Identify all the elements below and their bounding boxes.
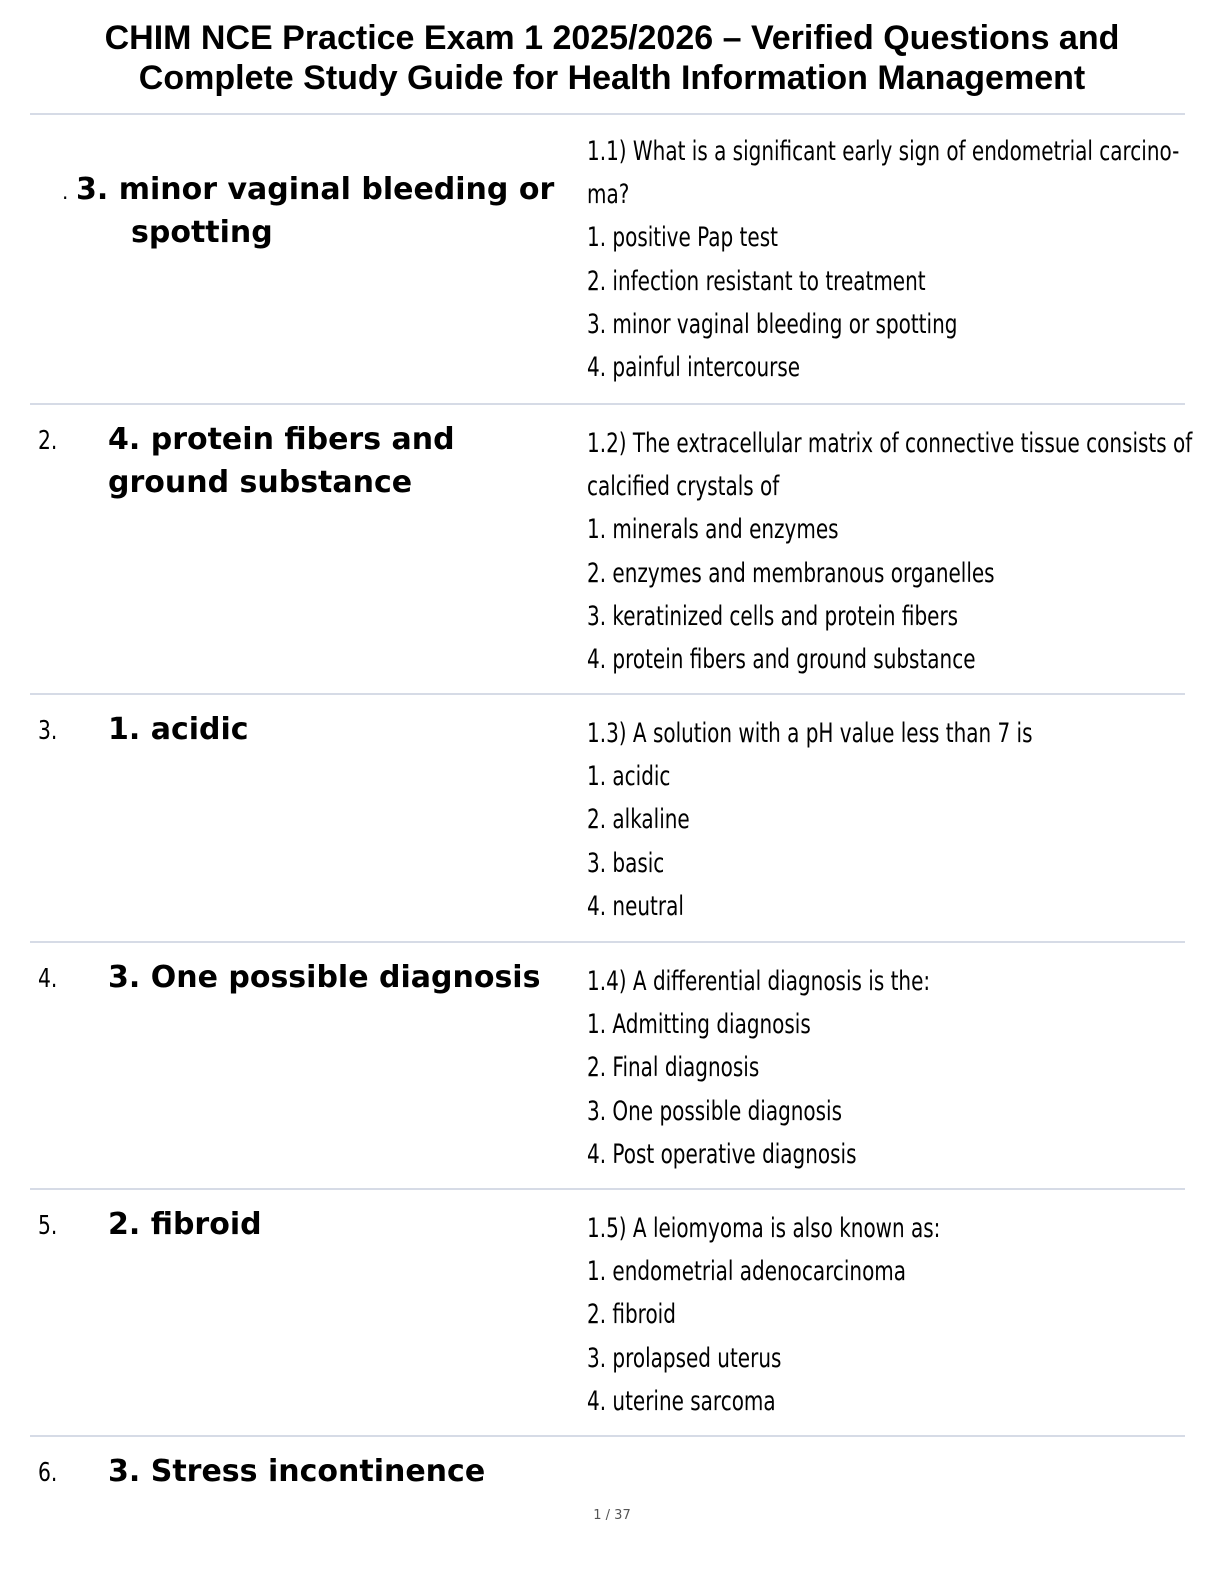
- divider: [30, 693, 1185, 695]
- question-line: 1.4) A differential diagnosis is the:: [587, 966, 931, 997]
- option-line: 2. enzymes and membranous organelles: [587, 557, 995, 589]
- row-5-number: 5.: [38, 1211, 58, 1241]
- option-line: 3. keratinized cells and protein fibers: [587, 600, 959, 632]
- question-line: calcified crystals of: [587, 471, 780, 503]
- option-line: 3. minor vaginal bleeding or spotting: [587, 308, 958, 340]
- row-5-question: [587, 1207, 1187, 1423]
- row-3-answer: 1. acidic: [108, 712, 249, 747]
- option-line: 3. One possible diagnosis: [587, 1095, 843, 1127]
- option-line: 4. uterine sarcoma: [587, 1385, 776, 1417]
- row-2-answer: 4. protein fibers and ground substance: [108, 422, 455, 500]
- question-line: ma?: [587, 179, 630, 211]
- option-line: 4. neutral: [587, 890, 684, 922]
- row-4-question: [587, 960, 1187, 1176]
- document-title: [30, 18, 1194, 98]
- option-line: 4. painful intercourse: [587, 352, 801, 384]
- title-line-2: Complete Study Guide for Health Information Management: [138, 59, 1086, 97]
- option-line: 3. prolapsed uterus: [587, 1342, 782, 1374]
- question-line: 1.3) A solution with a pH value less than 7 is: [587, 718, 1033, 749]
- row-2-question: [587, 422, 1193, 681]
- row-2-number: 2.: [38, 426, 58, 456]
- option-line: 1. acidic: [587, 761, 671, 793]
- divider: [30, 403, 1185, 405]
- option-line: 2. infection resistant to treatment: [587, 265, 926, 297]
- divider: [30, 941, 1185, 943]
- option-line: 4. Post operative diagnosis: [587, 1138, 857, 1170]
- divider: [30, 113, 1185, 115]
- option-line: 4. protein fibers and ground substance: [587, 644, 976, 676]
- option-line: 1. endometrial adenocarcinoma: [587, 1256, 907, 1288]
- row-3-number: 3.: [38, 716, 58, 746]
- row-1-answer-line-1: 3. minor vaginal bleeding or: [76, 172, 555, 207]
- question-line: 1.2) The extracellular matrix of connective tissue consists of: [587, 428, 1193, 459]
- row-1-question: [587, 130, 1187, 389]
- row-4-number: 4.: [38, 964, 58, 994]
- row-4-answer: 3. One possible diagnosis: [108, 960, 541, 995]
- option-line: 3. basic: [587, 847, 665, 879]
- question-line: 1.1) What is a significant early sign of endometrial carcino-: [587, 136, 1180, 167]
- option-line: 2. alkaline: [587, 804, 690, 836]
- row-3-question: [587, 712, 1187, 928]
- row-1-number: .: [62, 180, 69, 204]
- option-line: 2. fibroid: [587, 1299, 676, 1331]
- row-1-answer-line-2: spotting: [131, 215, 273, 250]
- option-line: 1. positive Pap test: [587, 222, 778, 254]
- page-indicator: 1 / 37: [593, 1508, 631, 1523]
- row-6-number: 6.: [38, 1458, 58, 1488]
- option-line: 2. Final diagnosis: [587, 1052, 760, 1084]
- row-5-answer: 2. fibroid: [108, 1207, 262, 1242]
- divider: [30, 1435, 1185, 1437]
- row-6-answer: 3. Stress incontinence: [108, 1454, 486, 1489]
- question-line: 1.5) A leiomyoma is also known as:: [587, 1213, 941, 1244]
- option-line: 1. minerals and enzymes: [587, 514, 839, 546]
- title-line-1: CHIM NCE Practice Exam 1 2025/2026 – Verified Questions and: [104, 19, 1120, 57]
- divider: [30, 1188, 1185, 1190]
- option-line: 1. Admitting diagnosis: [587, 1009, 811, 1041]
